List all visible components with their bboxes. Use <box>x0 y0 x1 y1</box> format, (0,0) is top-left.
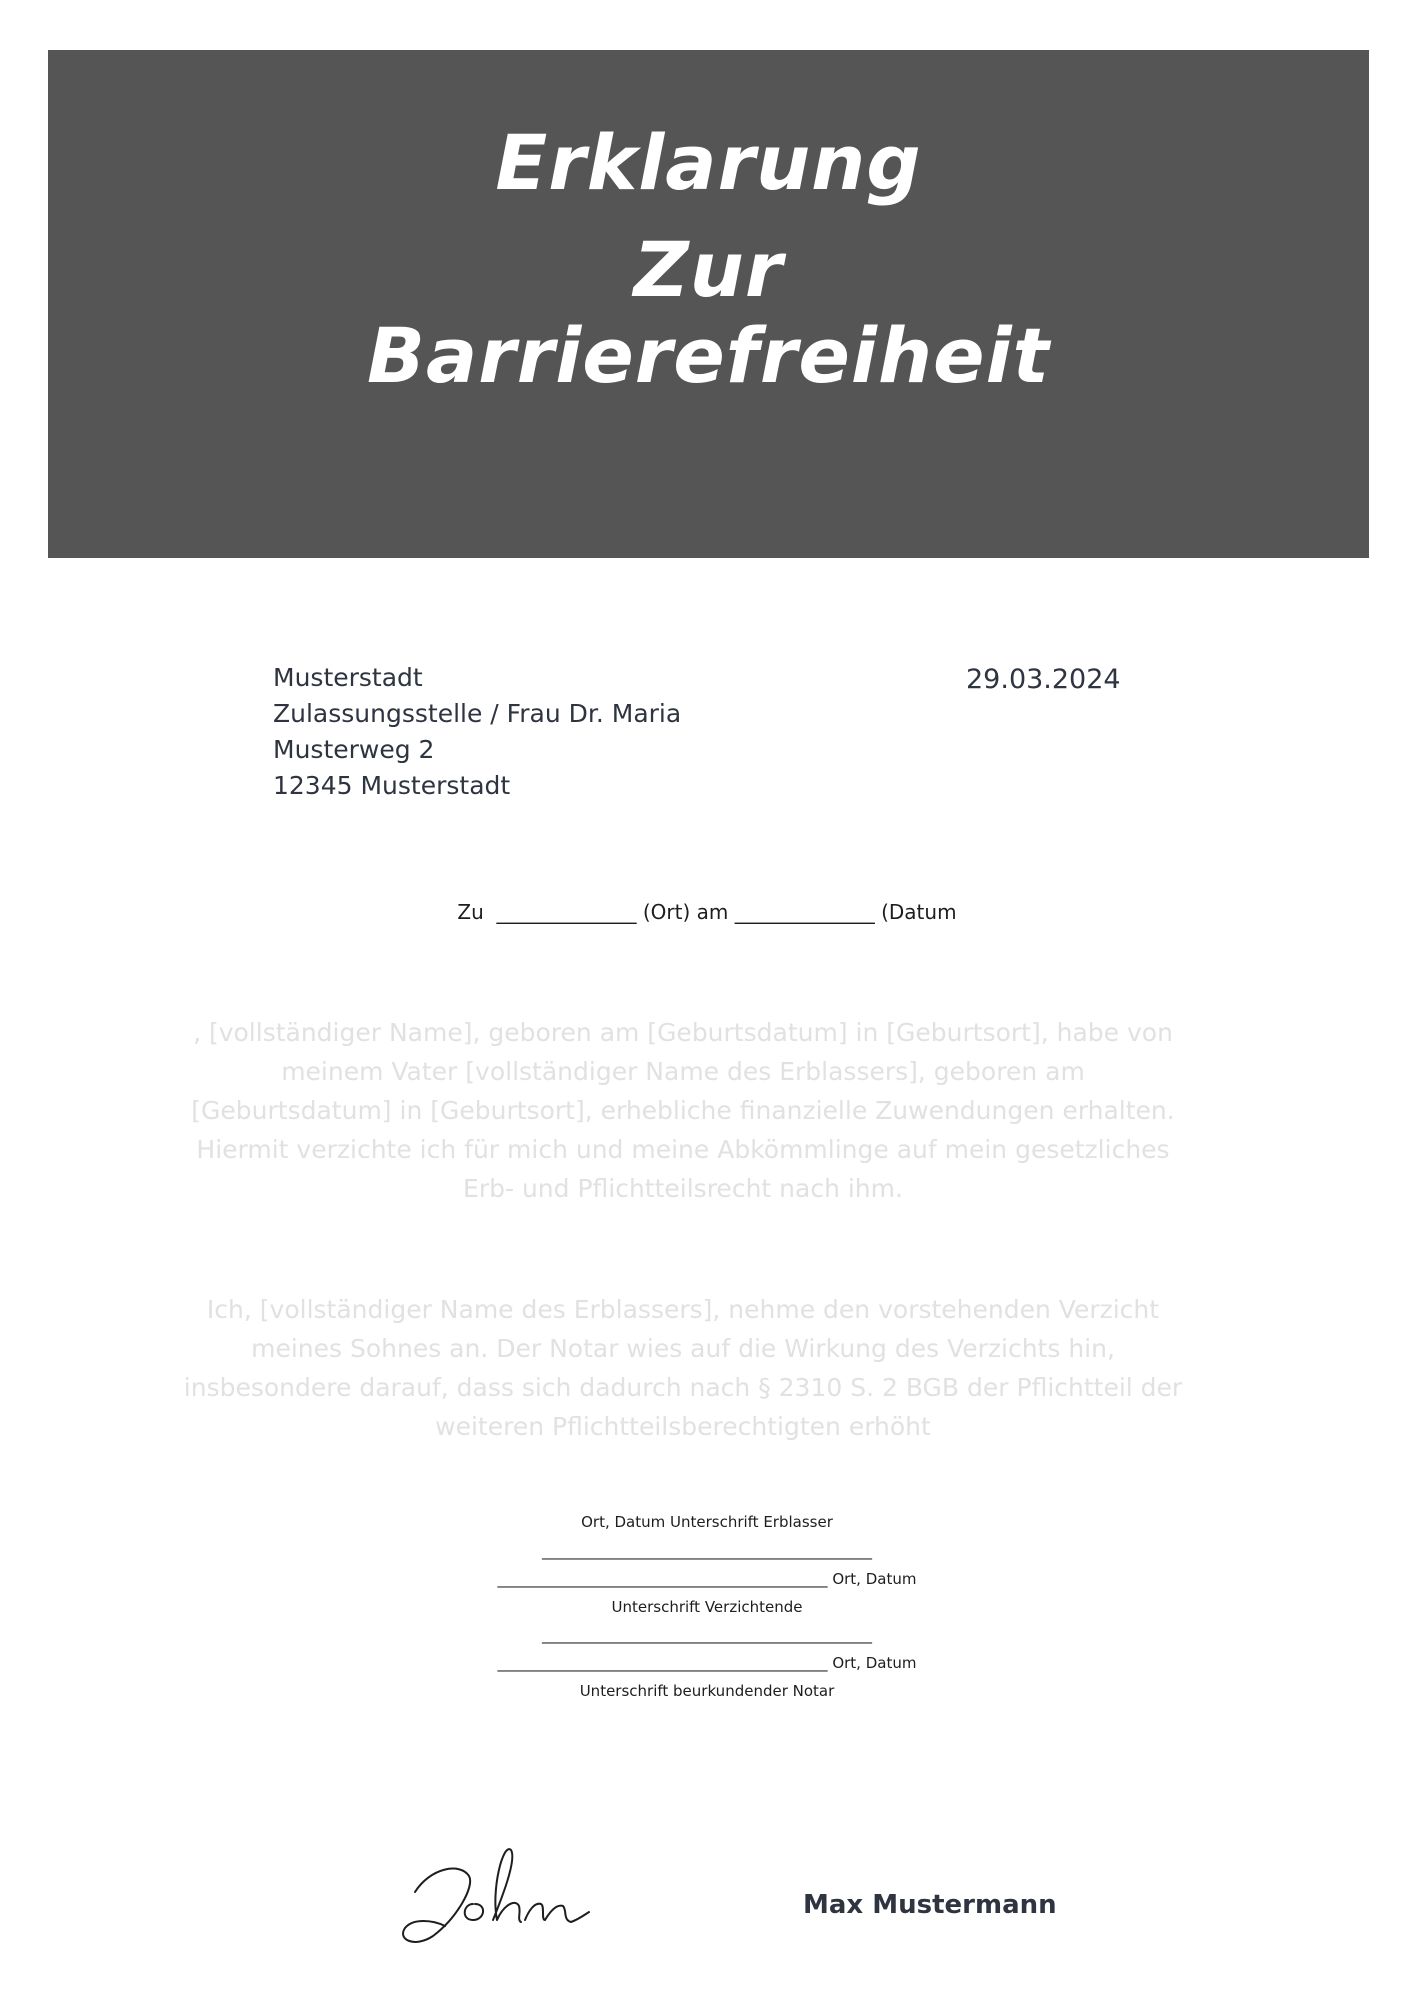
signature-rule-place-date: ____________________________________________ Ort, Datum <box>497 1654 917 1672</box>
title-line-2: Zur <box>633 225 784 314</box>
header-band <box>48 50 1369 558</box>
recipient-city: Musterstadt <box>273 663 423 692</box>
signature-label-renouncer: Unterschrift Verzichtende <box>611 1598 803 1616</box>
recipient-postcode-city: 12345 Musterstadt <box>273 771 511 800</box>
signature-rule: ____________________________________________ <box>542 1626 872 1644</box>
place-date-line: Zu ______________ (Ort) am ______________ (Datum <box>457 900 957 924</box>
signature-rule: ____________________________________________ <box>542 1542 872 1560</box>
recipient-office: Zulassungsstelle / Frau Dr. Maria <box>273 699 682 728</box>
signer-name: Max Mustermann <box>803 1890 1057 1920</box>
acceptance-paragraph: Ich, [vollständiger Name des Erblassers], nehme den vorstehenden Verzicht meines Sohnes an. Der Notar wies auf die Wirkung des Verzichts hin, insbesondere darauf, dass sich dadurch nach § 2310 S. 2 BGB der Pflichtteil der weiteren Pflichtteilsberechtigten erhöht <box>183 1295 1183 1441</box>
recipient-street: Musterweg 2 <box>273 735 435 764</box>
signature-label-testator: Ort, Datum Unterschrift Erblasser <box>581 1513 833 1531</box>
document-date: 29.03.2024 <box>966 664 1121 695</box>
signature-rule-place-date: ____________________________________________ Ort, Datum <box>497 1570 917 1588</box>
handwritten-signature <box>385 1840 595 1950</box>
signature-label-notary: Unterschrift beurkundender Notar <box>579 1682 835 1700</box>
title-line-3: Barrierefreiheit <box>367 311 1050 400</box>
title-line-1: Erklarung <box>495 118 922 207</box>
recipient-address <box>273 660 681 804</box>
waiver-paragraph: , [vollständiger Name], geboren am [Geburtsdatum] in [Geburtsort], habe von meinem Vater [vollständiger Name des Erblassers], geboren am [Geburtsdatum] in [Geburtsort], erhebliche finanzielle Zuwendungen erhalten. Hiermit verzichte ich für mich und meine Abkömmlinge auf mein gesetzliches Erb- und Pflichtteilsrecht nach ihm. <box>191 1018 1175 1203</box>
